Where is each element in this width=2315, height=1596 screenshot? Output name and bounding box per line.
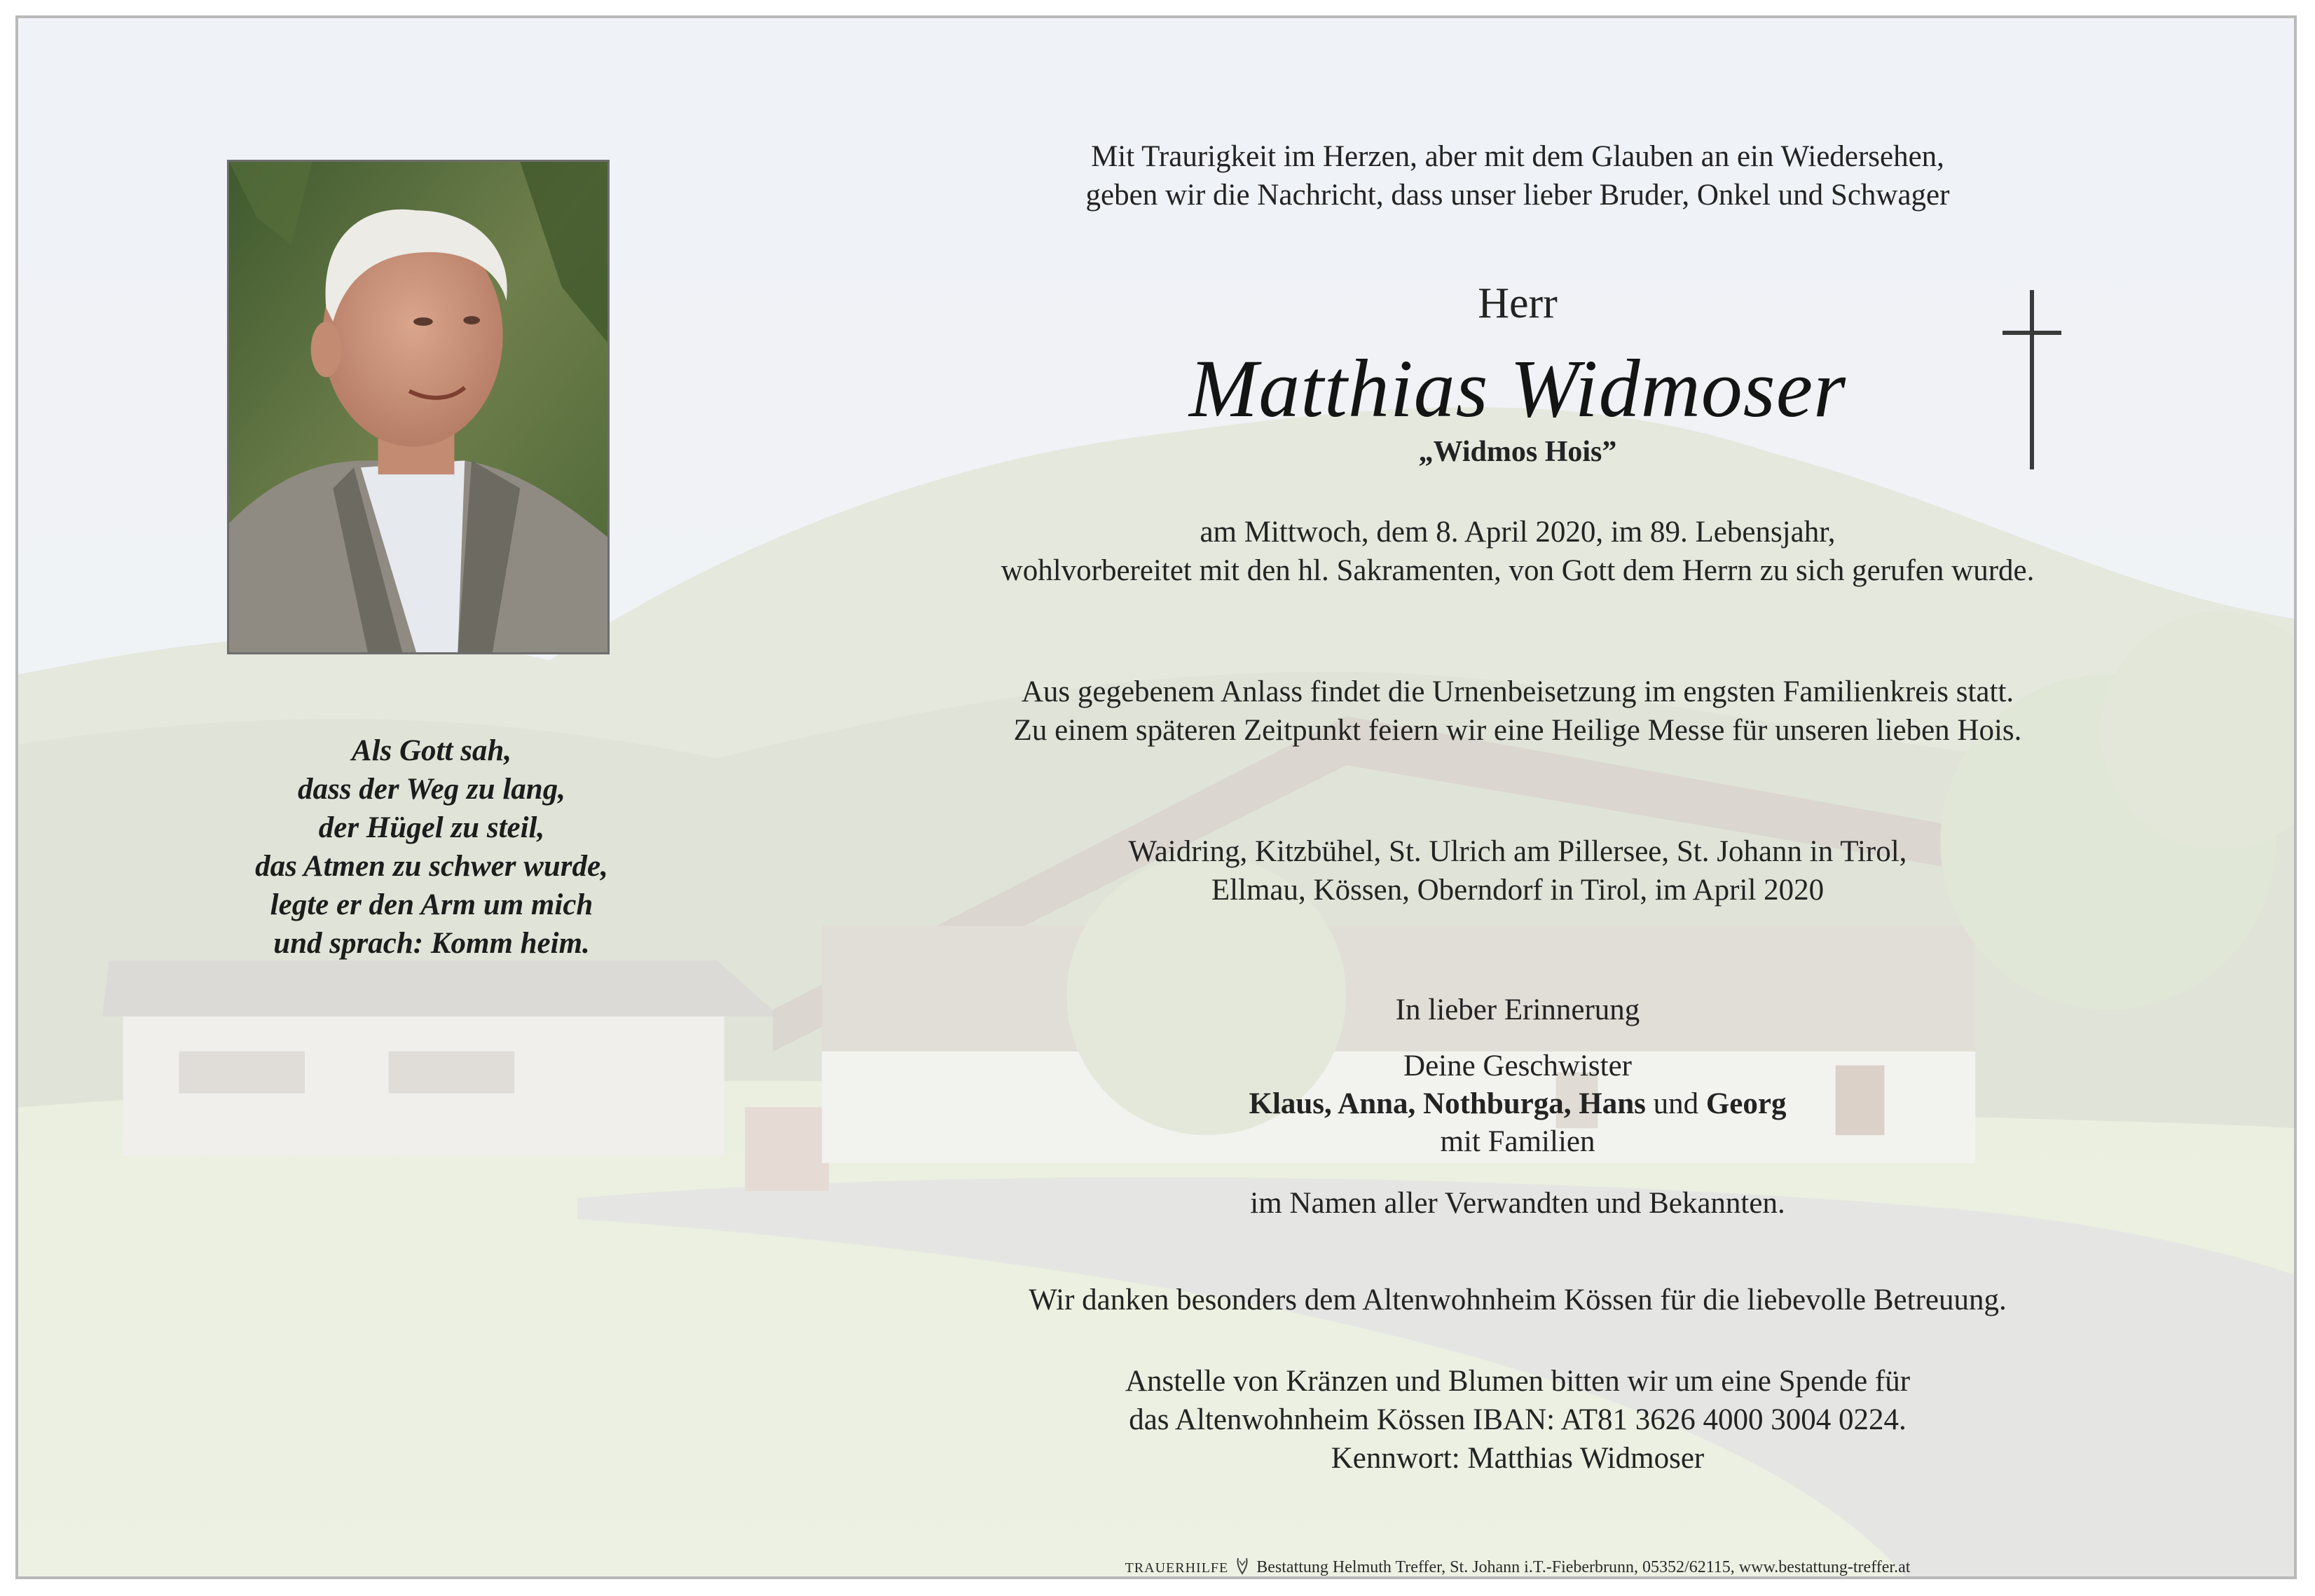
donation-line-3: Kennwort: Matthias Widmoser (1331, 1442, 1705, 1475)
poem-line: legte er den Arm um mich (270, 888, 593, 921)
places-line-1: Waidring, Kitzbühel, St. Ulrich am Pillersee, St. Johann in Tirol, (1128, 835, 1907, 868)
donation-notice (859, 1362, 2176, 1478)
footer-brand: TRAUERHILFE (1125, 1560, 1229, 1576)
deceased-nickname: „Widmos Hois” (1418, 436, 1617, 468)
deceased-name: Matthias Widmoser (1188, 343, 1847, 434)
poem-line: das Atmen zu schwer wurde, (255, 850, 608, 883)
ceremony-notice (859, 673, 2176, 750)
poem (151, 731, 712, 963)
places-date (859, 832, 2176, 909)
siblings-names-part: Klaus, Anna, Nothburga, Hans (1249, 1087, 1646, 1120)
death-line-1: am Mittwoch, dem 8. April 2020, im 89. Lebensjahr, (1200, 516, 1836, 549)
ceremony-line-1: Aus gegebenem Anlass findet die Urnenbeisetzung im engsten Familienkreis statt. (1021, 675, 2014, 708)
obituary-card (15, 15, 2297, 1579)
ceremony-line-2: Zu einem späteren Zeitpunkt feiern wir eine Heilige Messe für unseren lieben Hois. (1013, 714, 2022, 747)
death-notice (859, 513, 2176, 590)
thanks-line: Wir danken besonders dem Altenwohnheim Kössen für die liebevolle Betreuung. (1029, 1284, 2007, 1316)
relatives-line: im Namen aller Verwandten und Bekannten. (1250, 1187, 1785, 1220)
siblings-intro: Deine Geschwister (1403, 1050, 1632, 1082)
poem-line: dass der Weg zu lang, (298, 773, 565, 806)
intro-text (859, 137, 2176, 214)
families-line: mit Familien (1440, 1125, 1595, 1158)
honorific: Herr (1478, 280, 1558, 327)
memory-line: In lieber Erinnerung (1395, 993, 1640, 1026)
siblings-names-part: und (1645, 1087, 1706, 1120)
poem-line: und sprach: Komm heim. (273, 927, 590, 960)
poem-line: der Hügel zu steil, (318, 811, 545, 844)
footer (859, 1557, 2176, 1578)
siblings-names (859, 1085, 2176, 1123)
portrait-photo (227, 160, 610, 654)
places-line-2: Ellmau, Kössen, Oberndorf in Tirol, im April 2020 (1211, 874, 1825, 907)
siblings-names-part: Georg (1705, 1087, 1787, 1120)
intro-line-2: geben wir die Nachricht, dass unser lieber Bruder, Onkel und Schwager (1085, 179, 1950, 212)
intro-line-1: Mit Traurigkeit im Herzen, aber mit dem Glauben an ein Wiedersehen, (1091, 140, 1944, 173)
donation-line-2: das Altenwohnheim Kössen IBAN: AT81 3626 4000 3004 0224. (1129, 1403, 1907, 1436)
poem-line: Als Gott sah, (351, 734, 512, 767)
footer-text: Bestattung Helmuth Treffer, St. Johann i.T.-Fieberbrunn, 05352/62115, www.bestattung-treffer.at (1256, 1558, 1911, 1576)
donation-line-1: Anstelle von Kränzen und Blumen bitten wir um eine Spende für (1125, 1365, 1911, 1398)
treffer-logo-icon (1235, 1557, 1249, 1575)
death-line-2: wohlvorbereitet mit den hl. Sakramenten, von Gott dem Herrn zu sich gerufen wurde. (1001, 554, 2035, 587)
